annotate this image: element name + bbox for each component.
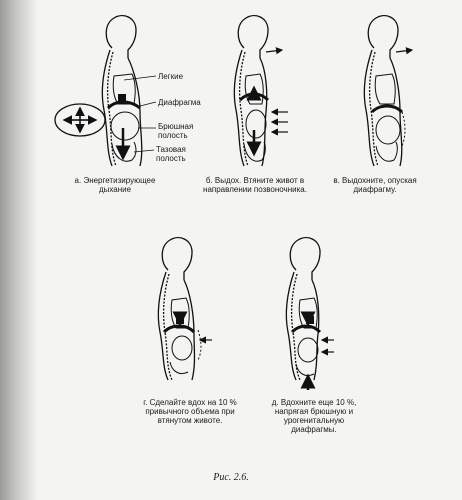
figure-panel-a <box>55 16 156 166</box>
figure-panel-b <box>234 16 288 166</box>
caption-panel-a: а. Энергетизирующее дыхание <box>74 176 156 194</box>
caption-panel-d: д. Вдохните еще 10 %, напрягая брюшную и урогенитальную диафрагмы. <box>271 398 357 434</box>
label-diaphragm: Диафрагма <box>158 98 201 107</box>
figure-panel-v <box>364 16 412 166</box>
caption-panel-v: в. Выдохните, опуская диафрагму. <box>333 176 417 194</box>
figure-caption: Рис. 2.6. <box>213 472 249 483</box>
figure-panel-d <box>286 238 334 390</box>
label-abdominal-cavity: Брюшная полость <box>158 122 194 140</box>
caption-panel-g: г. Сделайте вдох на 10 % привычного объема при втянутом животе. <box>143 398 237 425</box>
figure-panel-g <box>158 238 212 380</box>
label-pelvic-cavity: Тазовая полость <box>156 145 186 163</box>
label-lungs: Легкие <box>158 72 184 81</box>
caption-panel-b: б. Выдох. Втяните живот в направлении позвоночника. <box>203 176 307 194</box>
